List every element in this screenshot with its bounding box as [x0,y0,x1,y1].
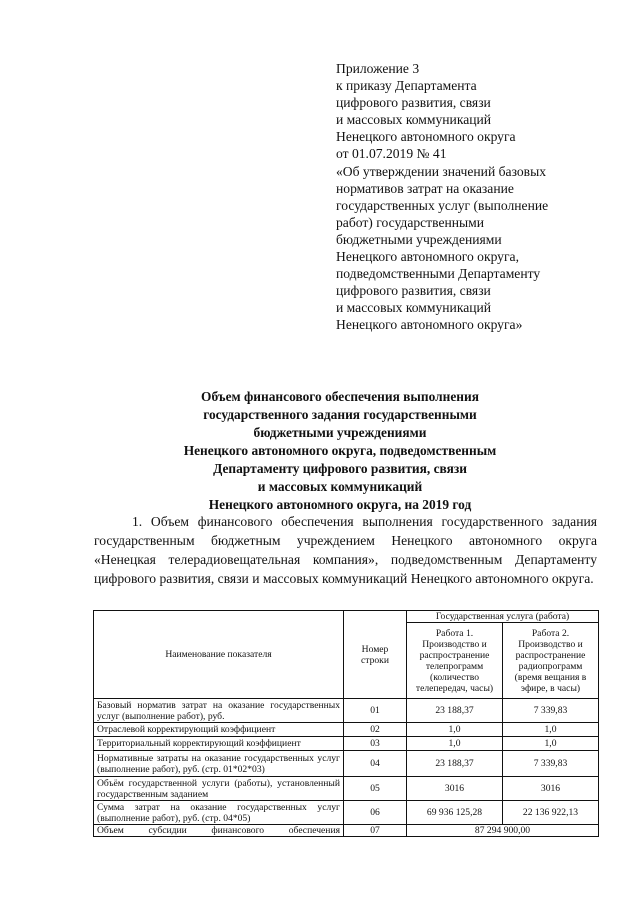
row-name: Территориальный корректирующий коэффициент [94,737,344,751]
title-line: государственного задания государственными [203,407,477,422]
title-line: Ненецкого автономного округа, подведомственным [183,443,497,458]
table-row [94,777,599,801]
header-work-2: Работа 2. Производство и распространение радиопрограмм (время вещания в эфире, в часы) [503,623,599,699]
table-row [94,825,599,837]
row-number: 03 [344,737,407,751]
row-work-1: 3016 [407,777,503,801]
row-total: 87 294 900,00 [407,825,599,837]
appendix-line: цифрового развития, связи [336,95,491,111]
appendix-line: бюджетными учреждениями [336,231,502,247]
appendix-line: «Об утверждении значений базовых [336,163,547,179]
row-work-2: 1,0 [503,737,599,751]
appendix-line: Ненецкого автономного округа [336,129,516,145]
row-work-2: 22 136 922,13 [503,801,599,825]
row-number: 05 [344,777,407,801]
appendix-line: государственных услуг (выполнение [336,197,549,213]
title-line: и массовых коммуникаций [257,479,423,494]
row-number: 06 [344,801,407,825]
row-work-2: 7 339,83 [503,699,599,723]
row-name: Базовый норматив затрат на оказание государственных услуг (выполнение работ), руб. [94,699,344,723]
financing-table [93,610,599,837]
title-line: бюджетными учреждениями [253,425,427,440]
row-work-2: 1,0 [503,723,599,737]
table-row [94,751,599,777]
appendix-line: Ненецкого автономного округа» [336,317,523,333]
row-work-1: 23 188,37 [407,699,503,723]
title-line: Департаменту цифрового развития, связи [213,461,467,476]
row-work-2: 3016 [503,777,599,801]
appendix-line: нормативов затрат на оказание [336,180,514,196]
row-number: 04 [344,751,407,777]
appendix-line: работ) государственными [336,214,485,230]
row-name: Объём государственной услуги (работы), установленный государственным заданием [94,777,344,801]
header-row-number: Номер строки [344,611,407,699]
appendix-line: Ненецкого автономного округа, [336,249,519,265]
header-work-1: Работа 1. Производство и распространение телепрограмм (количество телепередач, часы) [407,623,503,699]
row-work-1: 1,0 [407,723,503,737]
header-service: Государственная услуга (работа) [407,611,599,623]
row-name: Нормативные затраты на оказание государственных услуг (выполнение работ), руб. (стр. 01*02*03) [94,751,344,777]
row-name: Сумма затрат на оказание государственных услуг (выполнение работ), руб. (стр. 04*05) [94,801,344,825]
appendix-line: и массовых коммуникаций [336,300,492,316]
appendix-line: цифрового развития, связи [336,283,491,299]
appendix-block [336,60,616,334]
appendix-line: от 01.07.2019 № 41 [336,146,447,162]
title-line: Ненецкого автономного округа, на 2019 год [208,497,472,512]
paragraph-text: 1. Объем финансового обеспечения выполнения государственного задания государственным бюджетным учреждением Ненецкого автономного округа «Ненецкая телерадиовещательная компания», подведомственным Департаменту цифрового развития, связи и массовых коммуникаций Ненецкого автономного округа. [94,514,597,586]
body-paragraph [94,512,597,588]
row-work-1: 1,0 [407,737,503,751]
row-name: Отраслевой корректирующий коэффициент [94,723,344,737]
document-title [60,388,620,514]
appendix-line: к приказу Департамента [336,78,477,94]
appendix-line: подведомственными Департаменту [336,266,541,282]
table-row [94,737,599,751]
row-work-2: 7 339,83 [503,751,599,777]
table-row [94,801,599,825]
row-number: 07 [344,825,407,837]
title-line: Объем финансового обеспечения выполнения [201,389,479,404]
table-header-row [94,611,599,623]
appendix-line: Приложение 3 [336,61,420,76]
row-work-1: 69 936 125,28 [407,801,503,825]
table-row [94,723,599,737]
header-name: Наименование показателя [94,611,344,699]
row-number: 02 [344,723,407,737]
row-work-1: 23 188,37 [407,751,503,777]
row-number: 01 [344,699,407,723]
row-name: Объем субсидии финансового обеспечения [94,825,344,837]
appendix-line: и массовых коммуникаций [336,112,492,128]
table-row [94,699,599,723]
